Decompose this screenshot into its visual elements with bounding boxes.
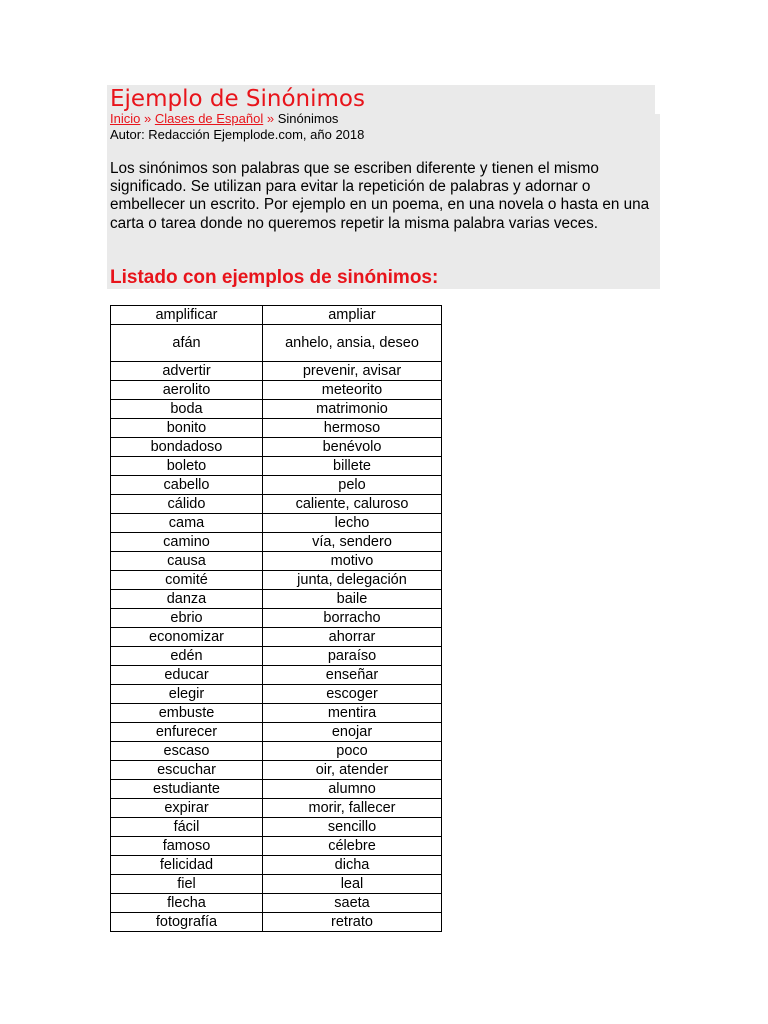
word-cell: elegir: [111, 685, 263, 704]
table-row: [111, 647, 442, 666]
synonym-cell: matrimonio: [263, 400, 442, 419]
table-row: [111, 552, 442, 571]
breadcrumb: [110, 111, 338, 127]
breadcrumb-separator: »: [143, 111, 152, 126]
table-row: [111, 476, 442, 495]
synonym-cell: lecho: [263, 514, 442, 533]
table-row: [111, 533, 442, 552]
table-row: [111, 438, 442, 457]
table-row: [111, 761, 442, 780]
synonym-cell: ahorrar: [263, 628, 442, 647]
word-cell: boleto: [111, 457, 263, 476]
synonym-cell: saeta: [263, 894, 442, 913]
table-row: [111, 685, 442, 704]
word-cell: edén: [111, 647, 263, 666]
table-row: [111, 495, 442, 514]
synonym-cell: paraíso: [263, 647, 442, 666]
intro-paragraph: Los sinónimos son palabras que se escriben diferente y tienen el mismo significado. Se utilizan para evitar la repetición de palabras y adornar o embellecer un escrito. Por ejemplo en un poema, en una novela o hasta en una carta o tarea donde no queremos repetir la misma palabra varias veces.: [110, 160, 650, 232]
table-row: [111, 609, 442, 628]
word-cell: escaso: [111, 742, 263, 761]
synonym-cell: oir, atender: [263, 761, 442, 780]
table-row: [111, 381, 442, 400]
table-row: [111, 362, 442, 381]
word-cell: fotografía: [111, 913, 263, 932]
table-row: [111, 666, 442, 685]
word-cell: comité: [111, 571, 263, 590]
table-row: [111, 723, 442, 742]
word-cell: amplificar: [111, 306, 263, 325]
synonym-cell: anhelo, ansia, deseo: [263, 325, 442, 362]
table-row: [111, 856, 442, 875]
page-title: Ejemplo de Sinónimos: [110, 86, 365, 112]
word-cell: ebrio: [111, 609, 263, 628]
table-row: [111, 875, 442, 894]
synonym-cell: morir, fallecer: [263, 799, 442, 818]
word-cell: camino: [111, 533, 263, 552]
table-row: [111, 894, 442, 913]
breadcrumb-current: Sinónimos: [277, 111, 339, 126]
word-cell: economizar: [111, 628, 263, 647]
synonyms-table: [110, 305, 442, 932]
table-row: [111, 514, 442, 533]
synonym-cell: poco: [263, 742, 442, 761]
word-cell: estudiante: [111, 780, 263, 799]
synonym-cell: prevenir, avisar: [263, 362, 442, 381]
word-cell: escuchar: [111, 761, 263, 780]
synonym-cell: billete: [263, 457, 442, 476]
word-cell: afán: [111, 325, 263, 362]
table-row: [111, 913, 442, 932]
table-row: [111, 306, 442, 325]
synonym-cell: ampliar: [263, 306, 442, 325]
synonym-cell: hermoso: [263, 419, 442, 438]
word-cell: bonito: [111, 419, 263, 438]
synonym-cell: enseñar: [263, 666, 442, 685]
table-row: [111, 837, 442, 856]
synonym-cell: baile: [263, 590, 442, 609]
synonym-cell: dicha: [263, 856, 442, 875]
synonym-cell: célebre: [263, 837, 442, 856]
author-line: Autor: Redacción Ejemplode.com, año 2018: [110, 127, 365, 142]
section-heading: Listado con ejemplos de sinónimos:: [110, 267, 439, 288]
table-row: [111, 628, 442, 647]
synonym-cell: motivo: [263, 552, 442, 571]
breadcrumb-separator: »: [266, 111, 275, 126]
word-cell: advertir: [111, 362, 263, 381]
table-row: [111, 419, 442, 438]
synonym-cell: alumno: [263, 780, 442, 799]
word-cell: enfurecer: [111, 723, 263, 742]
synonyms-table-body: [111, 306, 442, 932]
synonym-cell: mentira: [263, 704, 442, 723]
table-row: [111, 780, 442, 799]
word-cell: felicidad: [111, 856, 263, 875]
word-cell: aerolito: [111, 381, 263, 400]
word-cell: expirar: [111, 799, 263, 818]
table-row: [111, 400, 442, 419]
table-row: [111, 590, 442, 609]
breadcrumb-home-link[interactable]: Inicio: [110, 111, 141, 126]
word-cell: cabello: [111, 476, 263, 495]
synonym-cell: caliente, caluroso: [263, 495, 442, 514]
synonym-cell: vía, sendero: [263, 533, 442, 552]
word-cell: educar: [111, 666, 263, 685]
synonym-cell: benévolo: [263, 438, 442, 457]
synonym-cell: leal: [263, 875, 442, 894]
word-cell: embuste: [111, 704, 263, 723]
synonym-cell: meteorito: [263, 381, 442, 400]
word-cell: fácil: [111, 818, 263, 837]
word-cell: famoso: [111, 837, 263, 856]
synonym-cell: junta, delegación: [263, 571, 442, 590]
synonym-cell: escoger: [263, 685, 442, 704]
breadcrumb-category-link[interactable]: Clases de Español: [154, 111, 264, 126]
table-row: [111, 799, 442, 818]
word-cell: cálido: [111, 495, 263, 514]
table-row: [111, 457, 442, 476]
table-row: [111, 704, 442, 723]
word-cell: causa: [111, 552, 263, 571]
synonym-cell: pelo: [263, 476, 442, 495]
word-cell: cama: [111, 514, 263, 533]
table-row: [111, 325, 442, 362]
table-row: [111, 571, 442, 590]
table-row: [111, 742, 442, 761]
synonym-cell: sencillo: [263, 818, 442, 837]
synonym-cell: enojar: [263, 723, 442, 742]
word-cell: danza: [111, 590, 263, 609]
word-cell: fiel: [111, 875, 263, 894]
word-cell: flecha: [111, 894, 263, 913]
word-cell: bondadoso: [111, 438, 263, 457]
word-cell: boda: [111, 400, 263, 419]
synonym-cell: retrato: [263, 913, 442, 932]
synonym-cell: borracho: [263, 609, 442, 628]
table-row: [111, 818, 442, 837]
